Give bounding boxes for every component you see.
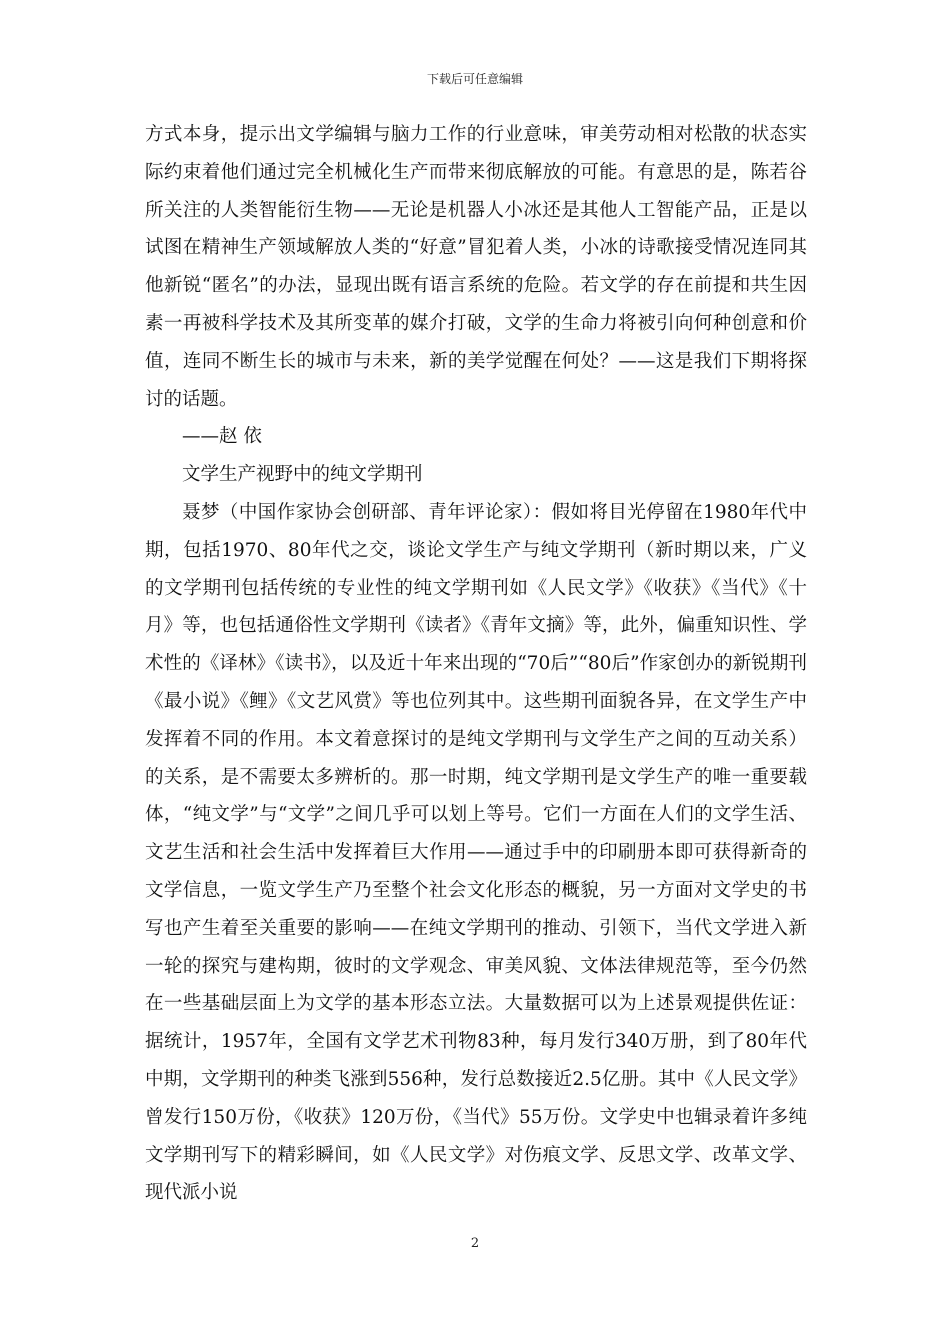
page-number: 2 <box>470 1236 480 1251</box>
body-text <box>145 116 807 1212</box>
author-signature: ——赵 依 <box>182 426 262 448</box>
paragraph-continuation: 方式本身，提示出文学编辑与脑力工作的行业意味，审美劳动相对松散的状态实际约束着他们通过完全机械化生产而带来彻底解放的可能。有意思的是，陈若谷所关注的人类智能衍生物——无论是机器人小冰还是其他人工智能产品，正是以试图在精神生产领域解放人类的“好意”冒犯着人类，小冰的诗歌接受情况连同其他新锐“匿名”的办法，显现出既有语言系统的危险。若文学的存在前提和共生因素一再被科学技术及其所变革的媒介打破，文学的生命力将被引向何种创意和价值，连同不断生长的城市与未来，新的美学觉醒在何处？——这是我们下期将探讨的话题。 <box>145 124 807 410</box>
section-heading: 文学生产视野中的纯文学期刊 <box>182 464 423 486</box>
paragraph-main: 聂梦（中国作家协会创研部、青年评论家）：假如将目光停留在1980年代中期，包括1970、80年代之交，谈论文学生产与纯文学期刊（新时期以来，广义的文学期刊包括传统的专业性的纯文学期刊如《人民文学》《收获》《当代》《十月》等，也包括通俗性文学期刊《读者》《青年文摘》等，此外，偏重知识性、学术性的《译林》《读书》，以及近十年来出现的“70后”“80后”作家创办的新锐期刊《最小说》《鲤》《文艺风赏》等也位列其中。这些期刊面貌各异，在文学生产中发挥着不同的作用。本文着意探讨的是纯文学期刊与文学生产之间的互动关系）的关系，是不需要太多辨析的。那一时期，纯文学期刊是文学生产的唯一重要载体，“纯文学”与“文学”之间几乎可以划上等号。它们一方面在人们的文学生活、文艺生活和社会生活中发挥着巨大作用——通过手中的印刷册本即可获得新奇的文学信息，一览文学生产乃至整个社会文化形态的概貌，另一方面对文学史的书写也产生着至关重要的影响——在纯文学期刊的推动、引领下，当代文学进入新一轮的探究与建构期，彼时的文学观念、审美风貌、文体法律规范等，至今仍然在一些基础层面上为文学的基本形态立法。大量数据可以为上述景观提供佐证：据统计，1957年，全国有文学艺术刊物83种，每月发行340万册，到了80年代中期，文学期刊的种类飞涨到556种，发行总数接近2.5亿册。其中《人民文学》曾发行150万份，《收获》120万份，《当代》55万份。文学史中也辑录着许多纯文学期刊写下的精彩瞬间，如《人民文学》对伤痕文学、反思文学、改革文学、现代派小说 <box>145 501 807 1204</box>
page-header: 下载后可任意编辑 <box>426 72 523 86</box>
